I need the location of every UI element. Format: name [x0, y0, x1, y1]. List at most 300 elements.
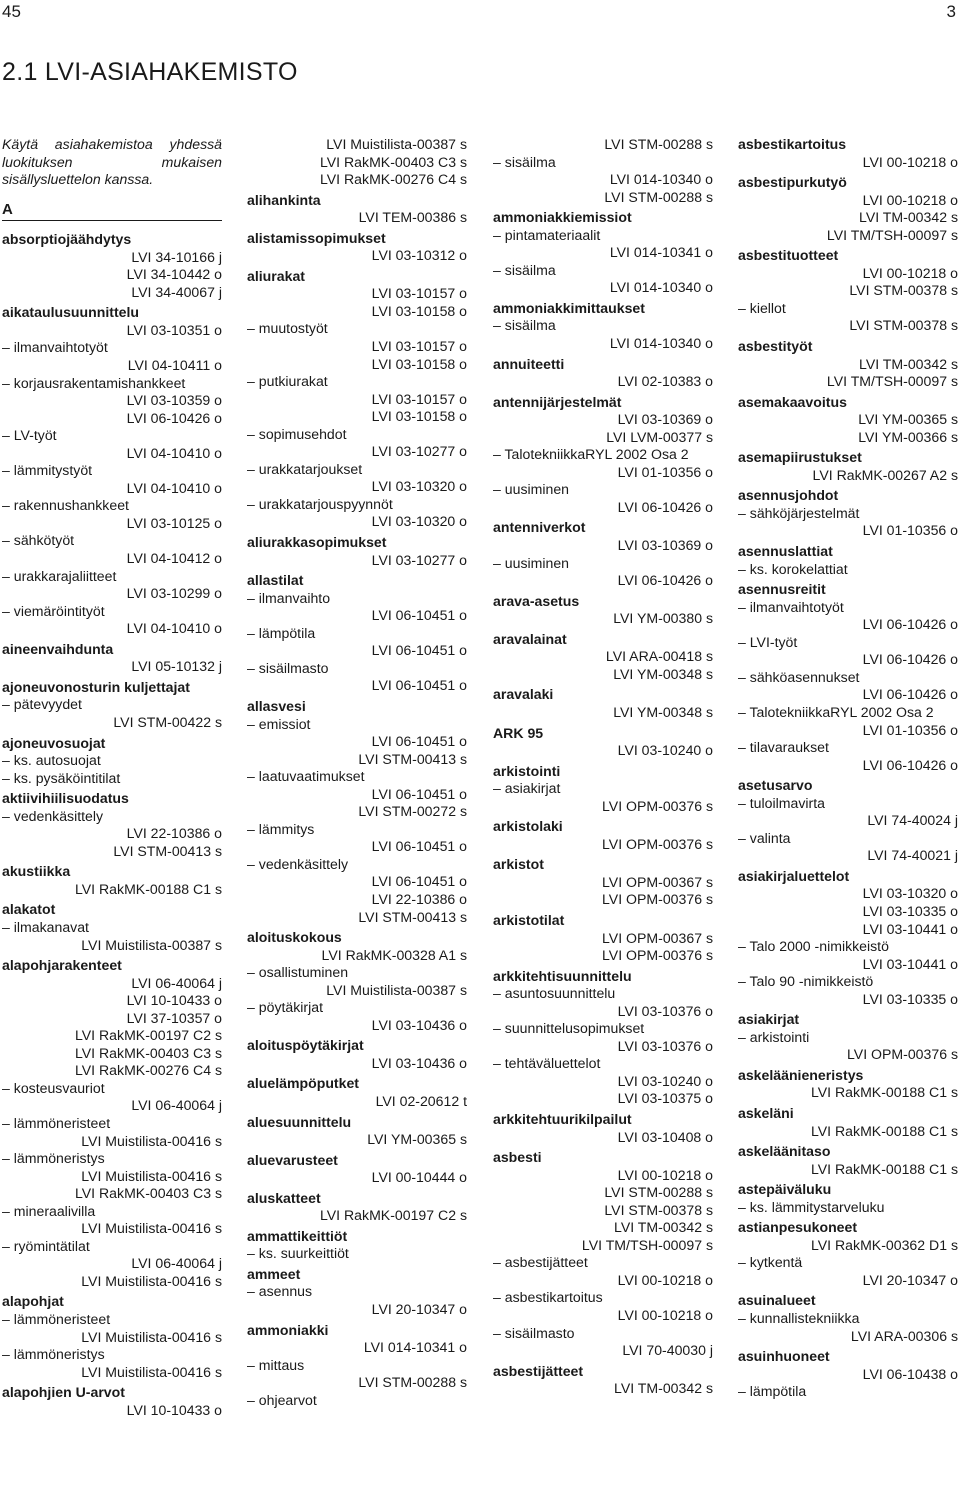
index-reference: LVI 00-10218 o: [617, 1307, 713, 1323]
index-term: akustiikka: [2, 863, 71, 880]
index-subterm: – putkiurakat: [247, 373, 467, 391]
index-entry: [493, 300, 713, 353]
index-term: asbestipurkutyö: [738, 174, 847, 191]
index-term: aravalaki: [493, 686, 554, 703]
index-subterm: – sisäilmasto: [493, 1325, 713, 1343]
index-reference: LVI 03-10441 o: [862, 955, 958, 972]
index-reference: LVI RakMK-00188 C1 s: [810, 1160, 958, 1177]
index-reference: LVI RakMK-00188 C1 s: [74, 880, 222, 897]
index-reference: LVI OPM-00376 s: [602, 947, 713, 964]
index-entry: [2, 957, 222, 1290]
index-reference: LVI 014-10340 o: [609, 335, 713, 352]
index-term: aikataulusuunnittelu: [2, 304, 140, 321]
index-term: aloituskokous: [247, 929, 342, 946]
index-term: ajoneuvosuojat: [2, 734, 106, 751]
index-reference: LVI STM-00378 s: [604, 1201, 713, 1218]
index-term: asbesti: [493, 1149, 542, 1166]
index-reference: LVI 06-10426 o: [862, 686, 958, 703]
index-entry: [493, 1111, 713, 1146]
index-term: asbestityöt: [738, 338, 813, 355]
index-reference: LVI RakMK-00188 C1 s: [810, 1084, 958, 1101]
index-reference: LVI 014-10340 o: [609, 171, 713, 188]
index-term: asuinalueet: [738, 1292, 816, 1309]
index-subterm: – lämmöneristys: [2, 1150, 222, 1168]
index-reference: LVI 05-10132 j: [131, 658, 222, 675]
index-reference: LVI RakMK-00328 A1 s: [321, 946, 467, 963]
index-reference: LVI 03-10277 o: [371, 443, 467, 460]
index-entry: [247, 929, 467, 1034]
index-entry: [738, 247, 958, 335]
index-subterm: – asbestijätteet: [493, 1254, 713, 1272]
index-subterm: – emissiot: [247, 716, 467, 734]
index-subterm: – kytkentä: [738, 1254, 958, 1272]
index-subterm: – asuntosuunnittelu: [493, 985, 713, 1003]
index-reference: LVI 34-40067 j: [131, 283, 222, 300]
index-reference: LVI 03-10299 o: [126, 585, 222, 602]
index-reference: LVI 06-10451 o: [371, 607, 467, 624]
index-term: arava-asetus: [493, 592, 580, 609]
index-entry: [2, 231, 222, 301]
index-entry: [247, 572, 467, 695]
index-entry: [738, 1219, 958, 1289]
index-reference: LVI YM-00348 s: [613, 703, 713, 720]
index-entry: [247, 1266, 467, 1319]
index-reference: LVI 04-10410 o: [126, 479, 222, 496]
index-term: ammoniakkiemissiot: [493, 209, 632, 226]
index-entry: [738, 487, 958, 540]
index-subterm: – ks. korokelattiat: [738, 561, 958, 579]
index-term: aliurakkasopimukset: [247, 534, 387, 551]
index-term: antennijärjestelmät: [493, 393, 622, 410]
index-subterm: – sisäilmasto: [247, 660, 467, 678]
index-subterm: – TalotekniikkaRYL 2002 Osa 2: [493, 446, 713, 464]
index-subterm: – ilmanvaihtotyöt: [2, 339, 222, 357]
index-reference: LVI RakMK-00267 A2 s: [812, 466, 958, 483]
index-term: asennuslattiat: [738, 543, 833, 560]
index-letter: A: [2, 201, 222, 222]
index-term: aineenvaihdunta: [2, 640, 114, 657]
index-term: aravalainat: [493, 630, 567, 647]
index-reference: LVI OPM-00376 s: [602, 797, 713, 814]
index-term: asemapiirustukset: [738, 449, 862, 466]
index-reference: LVI STM-00422 s: [113, 713, 222, 730]
index-reference: LVI 03-10320 o: [371, 513, 467, 530]
index-reference: LVI 03-10436 o: [371, 1016, 467, 1033]
index-entry: [247, 1037, 467, 1072]
index-entry: [2, 679, 222, 732]
index-reference: LVI RakMK-00197 C2 s: [319, 1207, 467, 1224]
index-reference: LVI Muistilista-00416 s: [81, 1132, 222, 1149]
index-term: ARK 95: [493, 724, 544, 741]
index-reference: LVI STM-00413 s: [113, 842, 222, 859]
index-entry: [738, 1292, 958, 1345]
index-subterm: – lämpötila: [247, 625, 467, 643]
index-reference: LVI 03-10320 o: [371, 478, 467, 495]
index-term: asennusjohdot: [738, 487, 839, 504]
index-reference: LVI 02-20612 t: [375, 1092, 467, 1109]
index-reference: LVI 04-10411 o: [127, 357, 222, 374]
index-subterm: – LVI-työt: [738, 634, 958, 652]
index-reference: LVI RakMK-00188 C1 s: [810, 1122, 958, 1139]
index-reference: LVI 03-10376 o: [617, 1002, 713, 1019]
index-reference: LVI 014-10341 o: [609, 244, 713, 261]
index-reference: LVI 03-10157 o: [371, 390, 467, 407]
index-term: astepäiväluku: [738, 1181, 832, 1198]
index-reference: LVI 03-10375 o: [617, 1090, 713, 1107]
index-reference: LVI 06-10451 o: [371, 642, 467, 659]
index-subterm: – sähköjärjestelmät: [738, 505, 958, 523]
index-reference: LVI RakMK-00403 C3 s: [74, 1044, 222, 1061]
index-reference: LVI TM-00342 s: [614, 1380, 713, 1397]
index-reference: LVI 06-40064 j: [131, 1097, 222, 1114]
index-subterm: – sisäilma: [493, 262, 713, 280]
index-subterm: – pöytäkirjat: [247, 999, 467, 1017]
index-reference: LVI 06-10426 o: [617, 498, 713, 515]
index-term: asbestijätteet: [493, 1362, 584, 1379]
index-reference: LVI TEM-00386 s: [358, 209, 467, 226]
index-reference: LVI OPM-00367 s: [602, 873, 713, 890]
index-reference: LVI OPM-00376 s: [602, 891, 713, 908]
index-entry: [2, 901, 222, 954]
index-reference: LVI 04-10412 o: [126, 550, 222, 567]
index-entry: [493, 968, 713, 1108]
index-subterm: – muutostyöt: [247, 320, 467, 338]
index-reference: LVI 37-10357 o: [126, 1009, 222, 1026]
index-reference: LVI STM-00272 s: [358, 803, 467, 820]
index-subterm: – lämpötila: [738, 1383, 958, 1401]
index-entry: [493, 136, 713, 206]
index-entry: [738, 394, 958, 447]
index-term: arkkitehtuurikilpailut: [493, 1110, 632, 1127]
index-term: aliurakat: [247, 267, 305, 284]
index-term: aktiivihiilisuodatus: [2, 790, 129, 807]
index-subterm: – arkistointi: [738, 1029, 958, 1047]
index-reference: LVI 06-10426 o: [126, 409, 222, 426]
index-entry: [247, 268, 467, 531]
index-entry: [247, 192, 467, 227]
index-reference: LVI 03-10408 o: [617, 1128, 713, 1145]
index-term: aluevarusteet: [247, 1151, 338, 1168]
index-reference: LVI RakMK-00276 C4 s: [74, 1062, 222, 1079]
index-subterm: – kosteusvauriot: [2, 1080, 222, 1098]
index-reference: LVI 70-40030 j: [622, 1342, 713, 1359]
index-term: alapohjat: [2, 1293, 64, 1310]
index-subterm: – ilmanvaihtotyöt: [738, 599, 958, 617]
index-term: aluelämpöputket: [247, 1075, 359, 1092]
index-entry: [738, 868, 958, 1008]
index-subterm: – TalotekniikkaRYL 2002 Osa 2: [738, 704, 958, 722]
index-reference: LVI 06-10426 o: [617, 572, 713, 589]
index-subterm: – lämmöneristys: [2, 1346, 222, 1364]
index-reference: LVI 03-10157 o: [371, 285, 467, 302]
index-reference: LVI LVM-00377 s: [606, 428, 713, 445]
index-reference: LVI 06-10426 o: [862, 616, 958, 633]
index-reference: LVI 06-40064 j: [131, 974, 222, 991]
index-subterm: – ilmanvaihto: [247, 590, 467, 608]
index-reference: LVI 00-10444 o: [371, 1169, 467, 1186]
index-reference: LVI 014-10340 o: [609, 279, 713, 296]
index-subterm: – sopimusehdot: [247, 426, 467, 444]
index-term: allasvesi: [247, 697, 306, 714]
index-entry: [738, 777, 958, 865]
index-reference: LVI Muistilista-00387 s: [326, 136, 467, 152]
index-reference: LVI 03-10277 o: [371, 551, 467, 568]
index-subterm: – sähköasennukset: [738, 669, 958, 687]
index-entry: [738, 174, 958, 244]
index-subterm: – kunnallistekniikka: [738, 1310, 958, 1328]
index-entry: [247, 1190, 467, 1225]
index-reference: LVI 03-10436 o: [371, 1054, 467, 1071]
index-reference: LVI ARA-00418 s: [605, 648, 713, 665]
page-number-left: 45: [2, 2, 21, 21]
index-entry: [493, 593, 713, 628]
index-subterm: – pintamateriaalit: [493, 227, 713, 245]
index-subterm: – uusiminen: [493, 555, 713, 573]
index-entry: [738, 543, 958, 578]
index-reference: LVI OPM-00376 s: [847, 1046, 958, 1063]
index-entry: [738, 1348, 958, 1401]
index-reference: LVI 03-10369 o: [617, 411, 713, 428]
index-term: askeläänieneristys: [738, 1066, 864, 1083]
index-reference: LVI 03-10320 o: [862, 885, 958, 902]
index-entry: [493, 686, 713, 721]
index-term: askeläänitaso: [738, 1143, 831, 1160]
index-term: absorptiojäähdytys: [2, 231, 132, 248]
index-term: asuinhuoneet: [738, 1348, 830, 1365]
index-entry: [493, 725, 713, 760]
index-reference: LVI 04-10410 o: [126, 444, 222, 461]
index-reference: LVI 03-10335 o: [862, 902, 958, 919]
index-subterm: – Talo 2000 -nimikkeistö: [738, 938, 958, 956]
index-term: ammoniakkimittaukset: [493, 299, 645, 316]
index-entry: [738, 1181, 958, 1216]
index-reference: LVI 20-10347 o: [371, 1301, 467, 1317]
index-entry: [247, 230, 467, 265]
index-reference: LVI 03-10158 o: [371, 302, 467, 319]
index-subterm: – pätevyydet: [2, 696, 222, 714]
index-reference: LVI 10-10433 o: [126, 1401, 222, 1418]
index-reference: LVI Muistilista-00416 s: [81, 1220, 222, 1237]
index-term: arkistotilat: [493, 911, 565, 928]
index-reference: LVI 22-10386 o: [371, 890, 467, 907]
index-term: astianpesukoneet: [738, 1219, 858, 1236]
index-entry: [247, 698, 467, 926]
index-term: asetusarvo: [738, 777, 813, 794]
index-reference: LVI 06-10451 o: [371, 838, 467, 855]
index-term: asennusreitit: [738, 581, 826, 598]
index-term: asiakirjaluettelot: [738, 867, 850, 884]
index-entry: [2, 641, 222, 676]
index-entry: [493, 856, 713, 909]
index-reference: LVI STM-00288 s: [604, 136, 713, 152]
index-reference: LVI Muistilista-00416 s: [81, 1272, 222, 1289]
index-term: ammeet: [247, 1265, 301, 1282]
index-reference: LVI 03-10359 o: [126, 392, 222, 409]
index-subterm: – lämmöneristeet: [2, 1115, 222, 1133]
index-column-1: [2, 136, 222, 1422]
index-reference: LVI STM-00288 s: [604, 188, 713, 205]
index-term: askeläni: [738, 1104, 794, 1121]
index-entry: [247, 1075, 467, 1110]
index-term: arkistolaki: [493, 818, 563, 835]
index-entry: [493, 356, 713, 391]
index-reference: LVI STM-00413 s: [358, 908, 467, 925]
index-entry: [493, 394, 713, 517]
index-subterm: – osallistuminen: [247, 964, 467, 982]
index-subterm: – lämmitystyöt: [2, 462, 222, 480]
index-subterm: – urakkatarjoukset: [247, 461, 467, 479]
index-subterm: – asennus: [247, 1283, 467, 1301]
index-reference: LVI 34-10166 j: [131, 248, 222, 265]
index-reference: LVI 03-10335 o: [862, 990, 958, 1007]
index-reference: LVI 03-10441 o: [862, 920, 958, 937]
index-reference: LVI 06-10426 o: [862, 756, 958, 773]
index-reference: LVI 03-10158 o: [371, 408, 467, 425]
index-reference: LVI STM-00288 s: [358, 1374, 467, 1391]
index-reference: LVI STM-00413 s: [358, 750, 467, 767]
index-term: arkistot: [493, 856, 544, 873]
index-reference: LVI STM-00378 s: [849, 282, 958, 299]
index-reference: LVI 74-40024 j: [867, 812, 958, 829]
index-reference: LVI 014-10341 o: [363, 1339, 467, 1356]
index-subterm: – uusiminen: [493, 481, 713, 499]
index-term: ajoneuvonosturin kuljettajat: [2, 678, 190, 695]
index-reference: LVI 10-10433 o: [126, 992, 222, 1009]
index-reference: LVI TM-00342 s: [859, 355, 958, 372]
index-reference: LVI Muistilista-00387 s: [81, 936, 222, 953]
index-subterm: – mineraalivilla: [2, 1203, 222, 1221]
index-subterm: – tilavaraukset: [738, 739, 958, 757]
index-reference: LVI 06-10451 o: [371, 785, 467, 802]
index-subterm: – vedenkäsittely: [2, 808, 222, 826]
index-term: alakatot: [2, 901, 56, 918]
index-reference: LVI TM/TSH-00097 s: [581, 1236, 713, 1253]
index-subterm: – asiakirjat: [493, 780, 713, 798]
index-reference: LVI Muistilista-00416 s: [81, 1363, 222, 1380]
index-reference: LVI 03-10158 o: [371, 355, 467, 372]
index-reference: LVI TM/TSH-00097 s: [826, 373, 958, 390]
index-term: ammoniakki: [247, 1321, 329, 1338]
index-term: alapohjarakenteet: [2, 957, 122, 974]
index-term: arkistointi: [493, 762, 561, 779]
index-reference: LVI YM-00366 s: [858, 428, 958, 445]
index-entry: [2, 735, 222, 788]
index-reference: LVI 22-10386 o: [126, 825, 222, 842]
index-subterm: – lämmitys: [247, 821, 467, 839]
index-entry: [738, 1143, 958, 1178]
index-subterm: – ohjearvot: [247, 1392, 467, 1410]
index-reference: LVI OPM-00367 s: [602, 929, 713, 946]
index-reference: LVI 01-10356 o: [862, 522, 958, 539]
index-subterm: – rakennushankkeet: [2, 497, 222, 515]
index-reference: LVI 20-10347 o: [862, 1271, 958, 1288]
index-subterm: – vedenkäsittely: [247, 856, 467, 874]
index-reference: LVI 06-10451 o: [371, 733, 467, 750]
index-reference: LVI 03-10376 o: [617, 1037, 713, 1054]
index-reference: LVI RakMK-00403 C3 s: [319, 153, 467, 170]
index-entry: [247, 136, 467, 189]
index-term: aloituspöytäkirjat: [247, 1037, 364, 1054]
index-subterm: – ks. autosuojat: [2, 752, 222, 770]
index-reference: LVI 03-10240 o: [617, 1072, 713, 1089]
index-entry: [2, 790, 222, 860]
index-reference: LVI YM-00365 s: [367, 1131, 467, 1148]
index-subterm: – mittaus: [247, 1357, 467, 1375]
index-entry: [493, 631, 713, 684]
index-reference: LVI 01-10356 o: [617, 463, 713, 480]
index-term: arkkitehtisuunnittelu: [493, 967, 632, 984]
index-term: asiakirjat: [738, 1011, 800, 1028]
index-entry: [2, 863, 222, 898]
index-entry: [738, 136, 958, 171]
index-reference: LVI RakMK-00403 C3 s: [74, 1185, 222, 1202]
index-subterm: – Talo 90 -nimikkeistö: [738, 973, 958, 991]
index-reference: LVI TM-00342 s: [859, 209, 958, 226]
index-reference: LVI RakMK-00197 C2 s: [74, 1027, 222, 1044]
index-term: aluskatteet: [247, 1189, 321, 1206]
index-term: alistamissopimukset: [247, 229, 386, 246]
index-subterm: – asbestikartoitus: [493, 1289, 713, 1307]
index-subterm: – valinta: [738, 830, 958, 848]
index-reference: LVI YM-00365 s: [858, 411, 958, 428]
index-reference: LVI 03-10369 o: [617, 537, 713, 554]
index-column-4: [738, 136, 958, 1404]
index-entry: [493, 818, 713, 853]
index-term: ammattikeittiöt: [247, 1227, 348, 1244]
index-reference: LVI 00-10218 o: [862, 191, 958, 208]
index-entry: [493, 1149, 713, 1360]
section-title: 2.1 LVI-ASIAHAKEMISTO: [2, 58, 298, 86]
index-reference: LVI OPM-00376 s: [602, 835, 713, 852]
index-term: asbestikartoitus: [738, 136, 847, 152]
index-reference: LVI 04-10410 o: [126, 620, 222, 637]
index-subterm: – ks. lämmitystarveluku: [738, 1199, 958, 1217]
index-reference: LVI 06-10438 o: [862, 1365, 958, 1382]
index-entry: [493, 763, 713, 816]
index-column-3: [493, 136, 713, 1401]
index-entry: [2, 1293, 222, 1381]
index-reference: LVI 03-10240 o: [617, 742, 713, 759]
index-term: allastilat: [247, 572, 304, 589]
index-term: asemakaavoitus: [738, 393, 847, 410]
index-entry: [247, 534, 467, 569]
index-entry: [738, 1105, 958, 1140]
index-entry: [247, 1114, 467, 1149]
index-entry: [493, 209, 713, 297]
index-reference: LVI 00-10218 o: [617, 1166, 713, 1183]
index-reference: LVI 06-40064 j: [131, 1255, 222, 1272]
index-reference: LVI Muistilista-00416 s: [81, 1167, 222, 1184]
index-entry: [2, 304, 222, 637]
index-reference: LVI 34-10442 o: [126, 266, 222, 283]
index-subterm: – kiellot: [738, 300, 958, 318]
index-reference: LVI TM-00342 s: [614, 1219, 713, 1236]
index-reference: LVI 00-10218 o: [617, 1271, 713, 1288]
index-term: asbestituotteet: [738, 247, 839, 264]
index-reference: LVI Muistilista-00416 s: [81, 1328, 222, 1345]
index-subterm: – urakkarajaliitteet: [2, 568, 222, 586]
index-subterm: – ks. pysäköintitilat: [2, 770, 222, 788]
index-subterm: – ryömintätilat: [2, 1238, 222, 1256]
index-subterm: – ilmakanavat: [2, 919, 222, 937]
index-entry: [738, 581, 958, 774]
index-reference: LVI 06-10426 o: [862, 651, 958, 668]
index-subterm: – suunnittelusopimukset: [493, 1020, 713, 1038]
index-reference: LVI 03-10125 o: [126, 514, 222, 531]
index-reference: LVI 06-10451 o: [371, 873, 467, 890]
index-term: aluesuunnittelu: [247, 1113, 352, 1130]
index-entry: [738, 338, 958, 391]
